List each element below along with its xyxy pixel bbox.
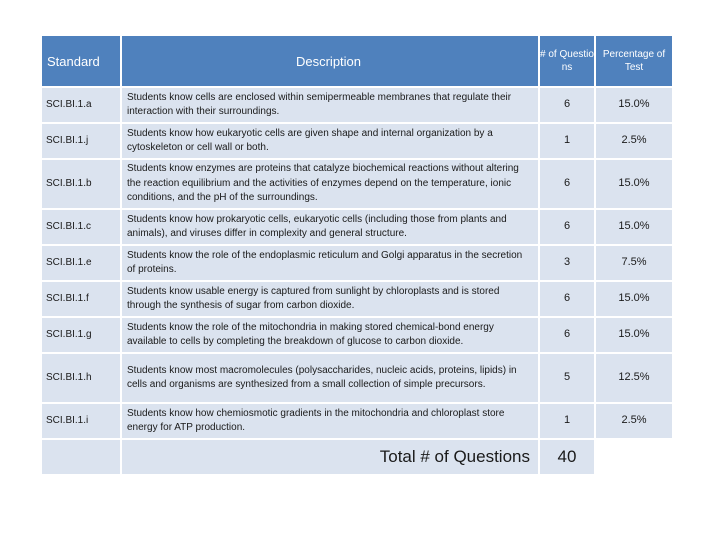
table-row — [42, 318, 672, 352]
standard-description: Students know most macromolecules (polysaccharides, nucleic acids, proteins, lipids) in cells and organisms are synthesized from a small collection of simple precursors. — [122, 354, 538, 402]
question-count: 5 — [540, 354, 594, 402]
standard-code: SCI.BI.1.i — [42, 404, 120, 438]
table-row — [42, 246, 672, 280]
standard-code: SCI.BI.1.f — [42, 282, 120, 316]
question-count: 1 — [540, 124, 594, 158]
question-count: 6 — [540, 160, 594, 208]
standard-code: SCI.BI.1.h — [42, 354, 120, 402]
table-row — [42, 160, 672, 208]
standard-code: SCI.BI.1.j — [42, 124, 120, 158]
table-row — [42, 404, 672, 438]
standard-description: Students know enzymes are proteins that catalyze biochemical reactions without altering the reaction equilibrium and the activities of enzymes depend on the temperature, ionic conditions, and the pH of the surroundings. — [122, 160, 538, 208]
question-count: 6 — [540, 88, 594, 122]
total-label: Total # of Questions — [122, 440, 538, 474]
test-percentage: 15.0% — [596, 160, 672, 208]
standards-table — [42, 36, 672, 476]
standard-description: Students know how prokaryotic cells, eukaryotic cells (including those from plants and animals), and viruses differ in complexity and general structure. — [122, 210, 538, 244]
standard-code: SCI.BI.1.e — [42, 246, 120, 280]
header-standard: Standard — [42, 36, 120, 86]
standard-description: Students know how chemiosmotic gradients in the mitochondria and chloroplast store energy for ATP production. — [122, 404, 538, 438]
total-spacer-left — [42, 440, 120, 474]
table-row — [42, 88, 672, 122]
total-spacer-right — [596, 440, 672, 474]
question-count: 6 — [540, 318, 594, 352]
standard-description: Students know the role of the endoplasmic reticulum and Golgi apparatus in the secretion of proteins. — [122, 246, 538, 280]
test-percentage: 15.0% — [596, 88, 672, 122]
test-percentage: 2.5% — [596, 404, 672, 438]
test-percentage: 15.0% — [596, 282, 672, 316]
table-header-row — [42, 36, 672, 86]
standard-description: Students know cells are enclosed within semipermeable membranes that regulate their interaction with their surroundings. — [122, 88, 538, 122]
total-row — [42, 440, 672, 474]
total-value: 40 — [540, 440, 594, 474]
standard-code: SCI.BI.1.b — [42, 160, 120, 208]
question-count: 1 — [540, 404, 594, 438]
question-count: 6 — [540, 210, 594, 244]
header-percentage: Percentage of Test — [596, 36, 672, 86]
table-row — [42, 354, 672, 402]
question-count: 3 — [540, 246, 594, 280]
standard-description: Students know the role of the mitochondria in making stored chemical-bond energy available to cells by completing the breakdown of glucose to carbon dioxide. — [122, 318, 538, 352]
test-percentage: 12.5% — [596, 354, 672, 402]
table-row — [42, 282, 672, 316]
header-num-questions: # of Questio ns — [540, 36, 594, 86]
test-percentage: 15.0% — [596, 210, 672, 244]
standard-code: SCI.BI.1.c — [42, 210, 120, 244]
standard-description: Students know usable energy is captured from sunlight by chloroplasts and is stored through the synthesis of sugar from carbon dioxide. — [122, 282, 538, 316]
test-percentage: 7.5% — [596, 246, 672, 280]
table-row — [42, 210, 672, 244]
test-percentage: 2.5% — [596, 124, 672, 158]
table-row — [42, 124, 672, 158]
standard-code: SCI.BI.1.g — [42, 318, 120, 352]
question-count: 6 — [540, 282, 594, 316]
test-percentage: 15.0% — [596, 318, 672, 352]
standard-description: Students know how eukaryotic cells are given shape and internal organization by a cytoskeleton or cell wall or both. — [122, 124, 538, 158]
standard-code: SCI.BI.1.a — [42, 88, 120, 122]
header-description: Description — [122, 36, 538, 86]
